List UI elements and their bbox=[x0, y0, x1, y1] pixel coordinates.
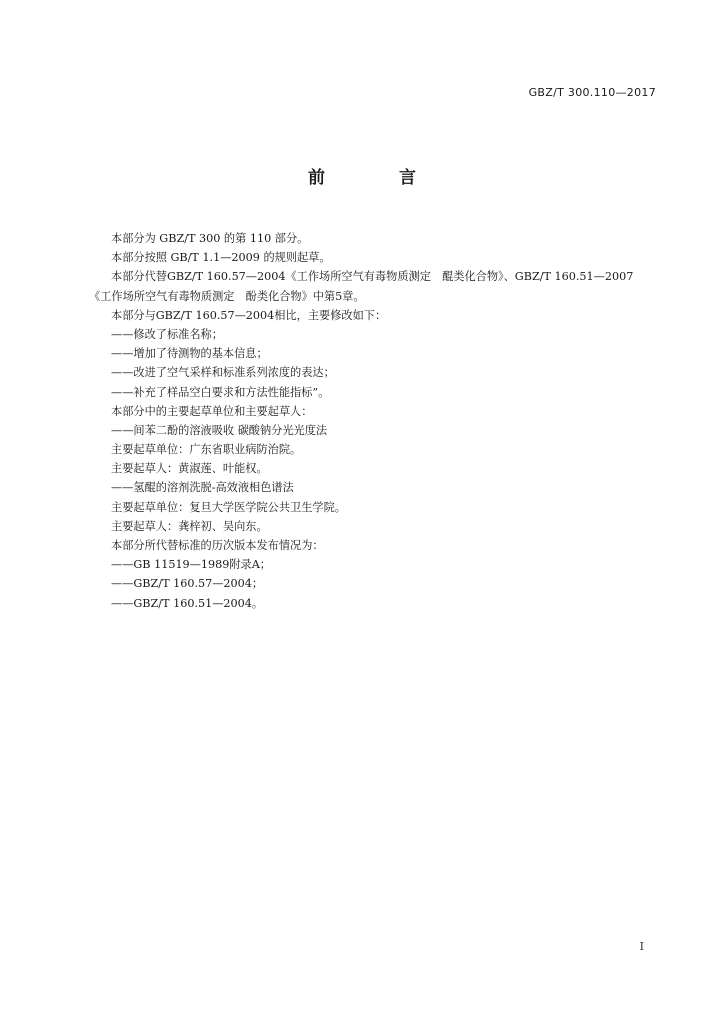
list-item: ——改进了空气采样和标准系列浓度的表达； bbox=[111, 366, 335, 380]
list-item: ——增加了待测物的基本信息； bbox=[111, 347, 268, 361]
paragraph-line: 主要起草人：龚梓初、吴向东。 bbox=[111, 519, 268, 533]
paragraph-line: 主要起草单位：复旦大学医学院公共卫生学院。 bbox=[111, 500, 346, 514]
list-item: ——GBZ/T 160.57—2004； bbox=[111, 577, 264, 591]
page-title: 前 言 bbox=[308, 168, 450, 188]
paragraph-line: 本部分中的主要起草单位和主要起草人： bbox=[111, 404, 313, 418]
list-item: ——GB 11519—1989附录A； bbox=[111, 558, 271, 572]
page-number: I bbox=[639, 940, 644, 953]
list-item: ——修改了标准名称； bbox=[111, 327, 223, 341]
paragraph-line: 本部分与GBZ/T 160.57—2004相比，主要修改如下： bbox=[111, 308, 387, 322]
list-item: ——氢醌的溶剂洗脱-高效液相色谱法 bbox=[111, 481, 294, 495]
paragraph-line: 本部分为 GBZ/T 300 的第 110 部分。 bbox=[111, 232, 309, 245]
list-item: ——补充了样品空白要求和方法性能指标”。 bbox=[111, 385, 330, 399]
list-item: ——GBZ/T 160.51—2004。 bbox=[111, 596, 264, 610]
standard-code: GBZ/T 300.110—2017 bbox=[528, 86, 656, 99]
list-item: ——间苯二酚的溶液吸收 碳酸钠分光光度法 bbox=[111, 423, 328, 437]
paragraph-line: 本部分代替GBZ/T 160.57—2004《工作场所空气有毒物质测定 醌类化合物》、GBZ/T 160.51—2007 bbox=[111, 270, 634, 284]
paragraph-line: 本部分所代替标准的历次版本发布情况为： bbox=[111, 539, 324, 552]
paragraph-line: 主要起草人：黄淑莲、叶能权。 bbox=[111, 462, 268, 476]
paragraph-line: 主要起草单位：广东省职业病防治院。 bbox=[111, 443, 302, 457]
paragraph-line: 《工作场所空气有毒物质测定 酚类化合物》中第5章。 bbox=[89, 289, 365, 303]
paragraph-line: 本部分按照 GB/T 1.1—2009 的规则起草。 bbox=[111, 251, 331, 265]
foreword-body bbox=[89, 229, 659, 613]
